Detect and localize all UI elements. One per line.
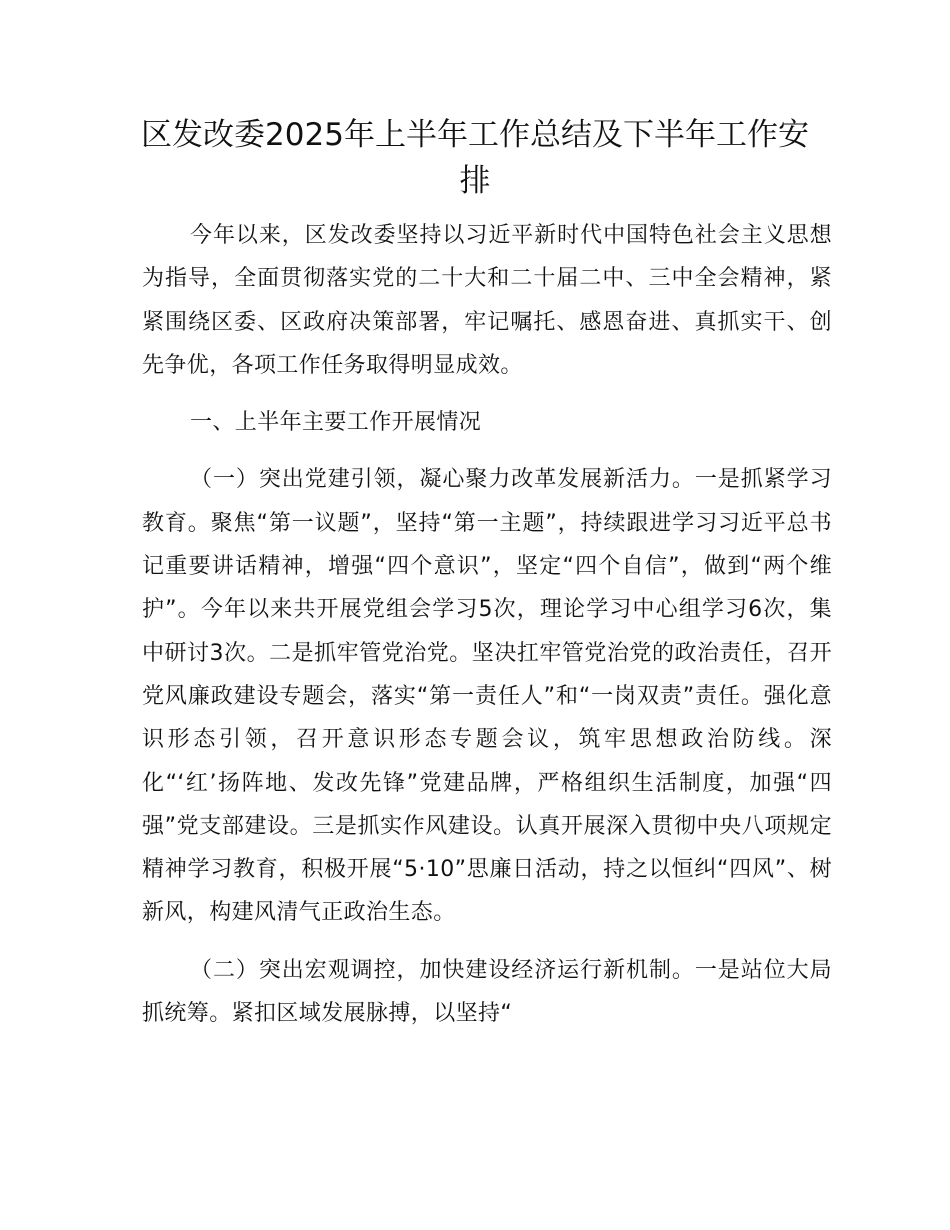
intro-paragraph: 今年以来，区发改委坚持以习近平新时代中国特色社会主义思想为指导，全面贯彻落实党的二十大和二十届二中、三中全会精神，紧紧围绕区委、区政府决策部署，牢记嘱托、感恩奋进、真抓实干、创先争优，各项工作任务取得明显成效。 — [142, 223, 832, 378]
document-body — [142, 214, 832, 1035]
body-paragraph-macro-control: （二）突出宏观调控，加快建设经济运行新机制。一是站位大局抓统筹。紧扣区域发展脉搏，以坚持“ — [142, 957, 832, 1027]
document-title: 区发改委2025年上半年工作总结及下半年工作安排 — [141, 117, 809, 199]
section-heading: 一、上半年主要工作开展情况 — [190, 410, 482, 436]
body-paragraph-party-building: （一）突出党建引领，凝心聚力改革发展新活力。一是抓紧学习教育。聚焦“第一议题”，坚持“第一主题”，持续跟进学习习近平总书记重要讲话精神，增强“四个意识”，坚定“四个自信”，做到“两个维护”。今年以来共开展党组会学习5次，理论学习中心组学习6次，集中研讨3次。二是抓牢管党治党。坚决扛牢管党治党的政治责任，召开党风廉政建设专题会，落实“第一责任人”和“一岗双责”责任。强化意识形态引领，召开意识形态专题会议，筑牢思想政治防线。深化“‘红’扬阵地、发改先锋”党建品牌，严格组织生活制度，加强“四强”党支部建设。三是抓实作风建设。认真开展深入贯彻中央八项规定精神学习教育，积极开展“5·10”思廉日活动，持之以恒纠“四风”、树新风，构建风清气正政治生态。 — [142, 467, 832, 926]
